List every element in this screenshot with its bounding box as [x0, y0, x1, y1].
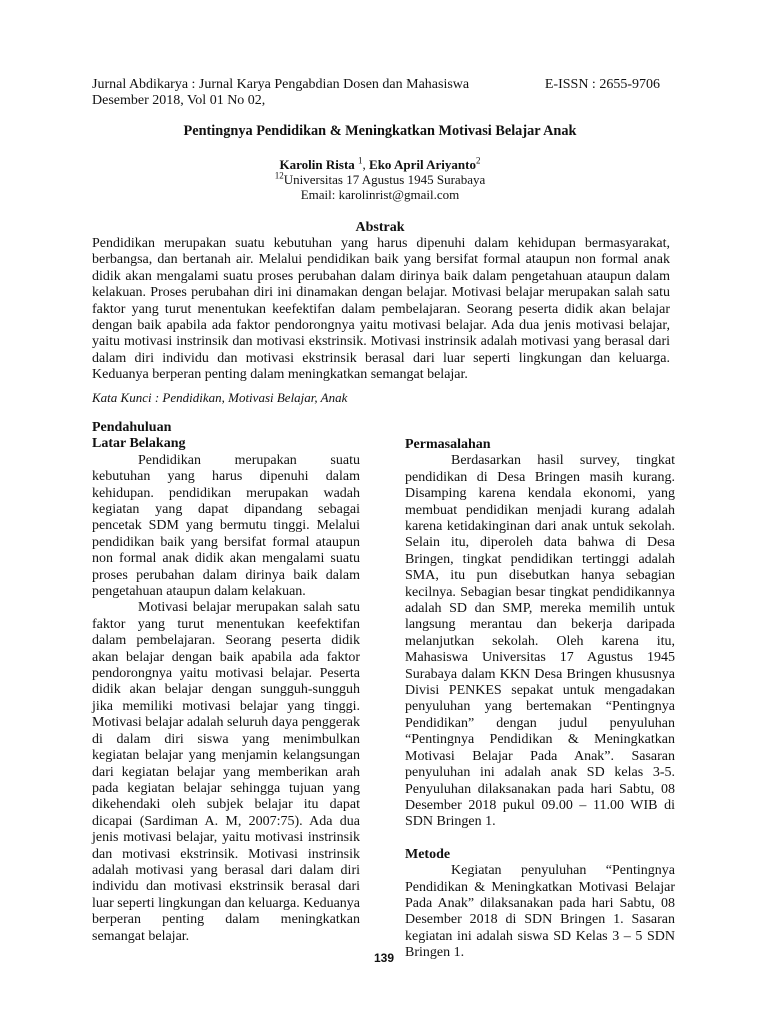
paragraph-latar-belakang-1: Pendidikan merupakan suatu kebutuhan yang harus dipenuhi dalam kehidupan. pendidikan merupakan wadah kegiatan yang dapat dipandang sebagai pencetak SDM yang bermutu tinggi. Melalui pendidikan baik yang bersifat formal ataupun non formal anak didik akan mengalami suatu proses perubahan dalam dirinya baik dalam pengetahuan ataupun dalam kelakuan.	[92, 452, 360, 600]
keywords: Kata Kunci : Pendidikan, Motivasi Belajar, Anak	[92, 390, 348, 405]
author-line	[92, 157, 668, 172]
right-column	[405, 437, 675, 962]
author-separator: ,	[362, 157, 370, 172]
left-column	[92, 420, 360, 945]
subsection-heading-latar-belakang: Latar Belakang	[92, 436, 186, 452]
affiliation-sup: 12	[274, 170, 284, 181]
author-2: Eko April Ariyanto	[369, 157, 476, 172]
author-2-sup: 2	[475, 155, 481, 166]
author-email: Email: karolinrist@gmail.com	[300, 187, 460, 202]
paragraph-latar-belakang-2: Motivasi belajar merupakan salah satu faktor yang turut menentukan keefektifan dalam pembelajaran. Seorang peserta didik akan belajar dengan baik apabila ada faktor pendorongnya yaitu motivasi belajar. Peserta didik akan belajar dengan sungguh-sungguh jika memiliki motivasi belajar yang tinggi. Motivasi belajar adalah seluruh daya penggerak di dalam diri siswa yang menimbulkan kegiatan belajar yang menjamin kelangsungan dari kegiatan belajar yang memberikan arah pada kegiatan belajar sehingga tujuan yang dikehendaki oleh subjek belajar itu dapat dicapai (Sardiman A. M, 2007:75). Ada dua jenis motivasi belajar, yaitu motivasi instrinsik dan motivasi ekstrinsik. Motivasi instrinsik adalah motivasi yang berasal dari dalam diri individu dan motivasi ekstrinsik berasal dari luar seperti lingkungan dan keluarga. Keduanya berperan penting dalam meningkatkan semangat belajar.	[92, 600, 360, 944]
affiliation-text: Universitas 17 Agustus 1945 Surabaya	[283, 172, 486, 187]
section-heading-permasalahan: Permasalahan	[405, 437, 491, 452]
paper-title: Pentingnya Pendidikan & Meningkatkan Motivasi Belajar Anak	[183, 123, 577, 139]
section-gap	[405, 831, 675, 847]
page-number: 139	[373, 951, 395, 965]
paragraph-metode: Kegiatan penyuluhan “Pentingnya Pendidikan & Meningkatkan Motivasi Belajar Pada Anak” dilaksanakan pada hari Sabtu, 08 Desember 2018 di SDN Bringen 1. Sasaran kegiatan ini adalah siswa SD Kelas 3 – 5 SDN Bringen 1.	[405, 863, 675, 961]
journal-issue: Desember 2018, Vol 01 No 02,	[92, 93, 266, 109]
journal-header	[92, 77, 668, 110]
section-heading-pendahuluan: Pendahuluan	[92, 420, 172, 435]
abstract-text: Pendidikan merupakan suatu kebutuhan yang harus dipenuhi dalam kehidupan bermasyarakat, berbangsa, dan bertanah air. Melalui pendidikan baik yang bersifat formal ataupun non formal anak didik akan mengalami suatu proses perubahan dalam dirinya baik dalam pengetahuan ataupun dalam kelakuan. Proses perubahan diri ini dinamakan dengan belajar. Motivasi belajar merupakan salah satu faktor yang turut menentukan keefektifan dalam pembelajaran. Seorang peserta didik akan belajar dengan baik apabila ada faktor pendorongnya yaitu motivasi belajar. Ada dua jenis motivasi belajar, yaitu motivasi instrinsik dan motivasi ekstrinsik. Motivasi instrinsik adalah motivasi yang berasal dari dalam diri individu dan motivasi ekstrinsik berasal dari luar seperti lingkungan dan keluarga. Keduanya berperan penting dalam meningkatkan semangat belajar.	[92, 236, 670, 383]
journal-name: Jurnal Abdikarya : Jurnal Karya Pengabdian Dosen dan Mahasiswa	[92, 77, 470, 92]
abstract-heading: Abstrak	[355, 220, 405, 235]
author-1: Karolin Rista	[279, 157, 355, 172]
paragraph-permasalahan: Berdasarkan hasil survey, tingkat pendidikan di Desa Bringen masih kurang. Disamping karena kendala ekonomi, yang membuat pendidikan menjadi kurang adalah karena ketidakinginan dari anak untuk sekolah. Selain itu, diperoleh data bahwa di Desa Bringen, tingkat pendidikan tertinggi adalah SMA, itu pun disebutkan hanya sebagian kecilnya. Sebagian besar tingkat pendidikannya adalah SD dan SMP, mereka memilih untuk langsung merantau dan bekerja daripada melanjutkan sekolah. Oleh karena itu, Mahasiswa Universitas 17 Agustus 1945 Surabaya dalam KKN Desa Bringen khususnya Divisi PENKES sepakat untuk mengadakan penyuluhan yang bertemakan “Pentingnya Pendidikan” dengan judul penyuluhan “Pentingnya Pendidikan & Meningkatkan Motivasi Belajar Pada Anak”. Sasaran penyuluhan ini adalah anak SD kelas 3-5. Penyuluhan dilaksanakan pada hari Sabtu, 08 Desember 2018 pukul 09.00 – 11.00 WIB di SDN Bringen 1.	[405, 453, 675, 830]
affiliation	[92, 172, 668, 187]
author-block	[92, 157, 668, 202]
issn: E-ISSN : 2655-9706	[544, 77, 660, 92]
section-heading-metode: Metode	[405, 846, 451, 862]
author-1-sup: 1	[358, 155, 363, 166]
